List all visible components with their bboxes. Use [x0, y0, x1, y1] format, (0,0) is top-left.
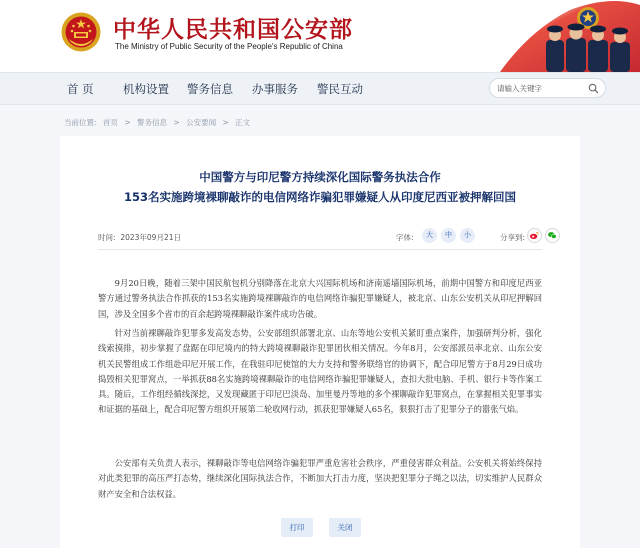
time-value: 2023年09月21日: [120, 233, 181, 242]
wechat-icon: [546, 229, 559, 242]
breadcrumb-separator: >: [124, 118, 131, 127]
article-title-line1: 中国警方与印尼警方持续深化国际警务执法合作: [199, 170, 441, 184]
national-emblem-icon: [60, 11, 102, 53]
nav-item-police-info[interactable]: 警务信息: [187, 82, 233, 96]
nav-item-interaction[interactable]: 警民互动: [317, 82, 363, 96]
breadcrumb-separator: >: [173, 118, 180, 127]
fontsize-label: 字体:: [396, 233, 414, 242]
search-icon[interactable]: [588, 83, 599, 94]
article-paragraph: 公安部有关负责人表示，裸聊敲诈等电信网络诈骗犯罪严重危害社会秩序，严重侵害群众利益。公安机关将始终保持对此类犯罪的高压严打态势，继续深化国际执法合作，不断加大打击力度，坚决把犯罪分子绳之以法，切实维护人民群众财产安全和合法权益。: [98, 458, 542, 499]
site-header: [0, 0, 640, 72]
hero-banner-image: [470, 0, 640, 72]
article-time: [98, 232, 181, 243]
weibo-icon: [528, 229, 541, 242]
time-label: 时间:: [98, 233, 116, 242]
fontsize-medium-button[interactable]: 中: [441, 228, 456, 243]
article-paragraph: 9月20日晚，随着三架中国民航包机分别降落在北京大兴国际机场和济南遥墙国际机场，前期中国警方和印度尼西亚警方通过警务执法合作抓获的153名实施跨境裸聊敲诈的电信网络诈骗犯罪嫌疑人，被北京、山东公安机关从印尼押解回国，涉及全国多个省市的百余起跨境裸聊敲诈案件成功告破。: [98, 278, 542, 319]
print-button[interactable]: 打印: [281, 518, 313, 537]
breadcrumb-police-info[interactable]: 警务信息: [137, 118, 167, 127]
site-title-en: The Ministry of Public Security of the People's Republic of China: [115, 42, 343, 51]
search-input[interactable]: [497, 81, 585, 95]
nav-item-home[interactable]: 首 页: [67, 82, 94, 96]
breadcrumb-home[interactable]: 首页: [102, 118, 118, 127]
fontsize-small-button[interactable]: 小: [460, 228, 475, 243]
share-wechat-button[interactable]: [545, 228, 560, 243]
meta-divider: [98, 249, 542, 250]
breadcrumb-current: 正文: [235, 118, 251, 127]
breadcrumb-news[interactable]: 公安要闻: [186, 118, 217, 127]
breadcrumb: [64, 117, 254, 128]
breadcrumb-separator: >: [222, 118, 229, 127]
breadcrumb-label: 当前位置:: [64, 118, 97, 127]
article-title-line2: 153名实施跨境裸聊敲诈的电信网络诈骗犯罪嫌疑人从印度尼西亚被押解回国: [123, 190, 516, 204]
search-box: [489, 78, 606, 98]
article-paragraph: 针对当前裸聊敲诈犯罪多发高发态势，公安部组织部署北京、山东等地公安机关紧盯重点案件，加强研判分析，强化线索摸排，初步掌握了盘踞在印尼境内的特大跨境裸聊敲诈犯罪团伙相关情况。今年8月，公安部派员率北京、山东公安机关民警组成工作组赴印尼开展工作，在我驻印尼使馆的大力支持和警务联络官的协调下，配合印尼警方于8月29日成功捣毁相关犯罪窝点，一举抓获88名实施跨境裸聊敲诈的电信网络诈骗犯罪嫌疑人，查扣大批电脑、手机、银行卡等作案工具。随后，工作组经循线深挖，又发现藏匿于印尼巴淡岛、加里曼丹等地的多个裸聊敲诈犯罪窝点，在掌握相关犯罪事实和证据的基础上，配合印尼警方组织开展第二轮收网行动，抓获犯罪嫌疑人65名，狠狠打击了犯罪分子的嚣张气焰。: [98, 328, 542, 415]
fontsize-large-button[interactable]: 大: [422, 228, 437, 243]
share-label: 分享到:: [500, 233, 526, 242]
site-title-cn: 中华人民共和国公安部: [113, 17, 353, 43]
nav-item-services[interactable]: 办事服务: [252, 82, 298, 96]
nav-item-organization[interactable]: 机构设置: [123, 82, 169, 96]
close-button[interactable]: 关闭: [329, 518, 361, 537]
share-weibo-button[interactable]: [527, 228, 542, 243]
article-card: [60, 136, 580, 548]
